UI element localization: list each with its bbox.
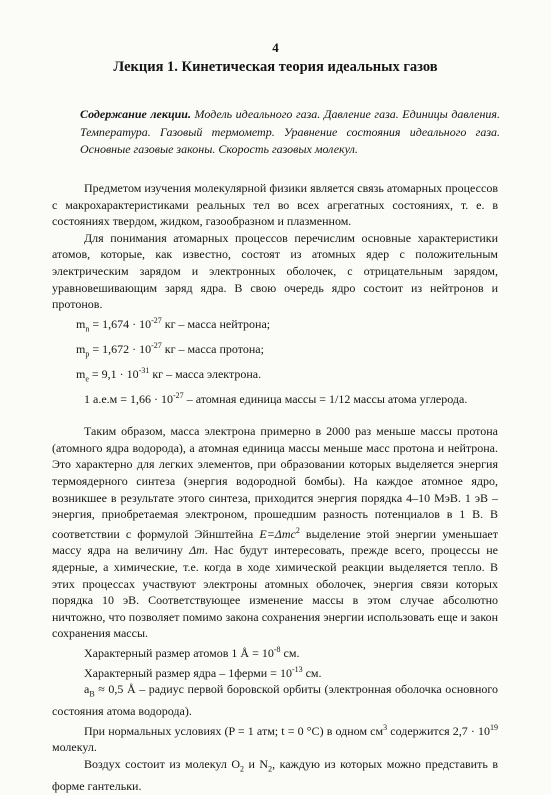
paragraph-atoms: Для понимания атомарных процессов перечислим основные характеристики атомов, которые, как известно, состоят из атомных ядер с положительным электрическим зарядом и электронных оболочек, с отрицательным зарядом, уравновешивающим заряд ядра. В свою очередь ядро состоит из нейтронов и протонов. bbox=[52, 230, 498, 312]
atomic-mass-unit: 1 $а.е.м = 1,66 \cdot 10^{-27}$ – атомная единица массы = 1/12 массы атома углерода. bbox=[84, 390, 468, 406]
normal-conditions: При нормальных условиях (P = 1 атм; t = 0 °C) в одном $см^3$ содержится $2,7 \cdot 10^{19}$ молекул. bbox=[52, 722, 499, 755]
page-number: 4 bbox=[272, 40, 279, 55]
paragraph-air: Воздух состоит из молекул $O_2$ и $N_2$, каждую из которых можно представить в форме гантельки. bbox=[52, 756, 498, 793]
paragraph-energy: Таким образом, масса электрона примерно в 2000 раз меньше массы протона (атомного ядра водорода), а атомная единица массы меньше масс протона и нейтрона. Это характерно для легких элементов, при образовании которых выделяется энергия термоядерного синтеза (энергия водородной бомбы). На каждое атомное ядро, возникшее в результате этого синтеза, приходится энергия порядка 4–10 МэВ. 1 эВ – энергия, приобретаемая электроном, прошедшим разность потенциалов в 1 В. В соответствии с формулой Эйнштейна E=Δmc$^2$ выделение этой энергии уменьшает массу ядра на величину Δm. Нас будут интересовать, прежде всего, процессы не ядерные, а химические, т.е. когда в ходе химической реакции выделяется тепло. В этих процессах участвуют электроны атомных оболочек, энергия связи которых порядка 10 эВ. Соответствующее изменение массы в этом случае абсолютно ничтожно, что позволяет помимо закона сохранения энергии использовать еще и закон сохранения массы. bbox=[52, 424, 498, 641]
nucleus-size: Характерный размер ядра – 1ферми = $10^{-13}$ см. bbox=[84, 664, 322, 680]
bohr-radius: $a_B \approx 0,5$ Å – радиус первой боровской орбиты (электронная оболочка основного состояния атома водорода). bbox=[52, 682, 498, 719]
lecture-summary bbox=[80, 106, 500, 159]
lecture-title: Лекция 1. Кинетическая теория идеальных газов bbox=[113, 59, 438, 75]
body-text bbox=[52, 180, 498, 795]
summary-lead: Содержание лекции. bbox=[80, 107, 191, 121]
summary-text: Модель идеального газа. Давление газа. Единицы давления. Температура. Газовый термометр. Уравнение состояния идеального газа. Основные газовые законы. Скорость газовых молекул. bbox=[80, 107, 500, 156]
proton-mass: $m_p = 1,672 \cdot 10^{-27}$ кг – масса протона; bbox=[76, 340, 264, 359]
atom-size: Характерный размер атомов 1 Å = $10^{-8}$ см. bbox=[84, 645, 300, 661]
neutron-mass: $m_n = 1,674 \cdot 10^{-27}$ кг – масса нейтрона; bbox=[76, 315, 271, 334]
paragraph-intro: Предметом изучения молекулярной физики является связь атомарных процессов с макрохарактеристиками реальных тел во всех агрегатных состояниях, т. е. в состояниях твердом, жидком, газообразном и плазменном. bbox=[52, 181, 498, 229]
electron-mass: $m_e = 9,1 \cdot 10^{-31}$ кг – масса электрона. bbox=[76, 365, 262, 384]
